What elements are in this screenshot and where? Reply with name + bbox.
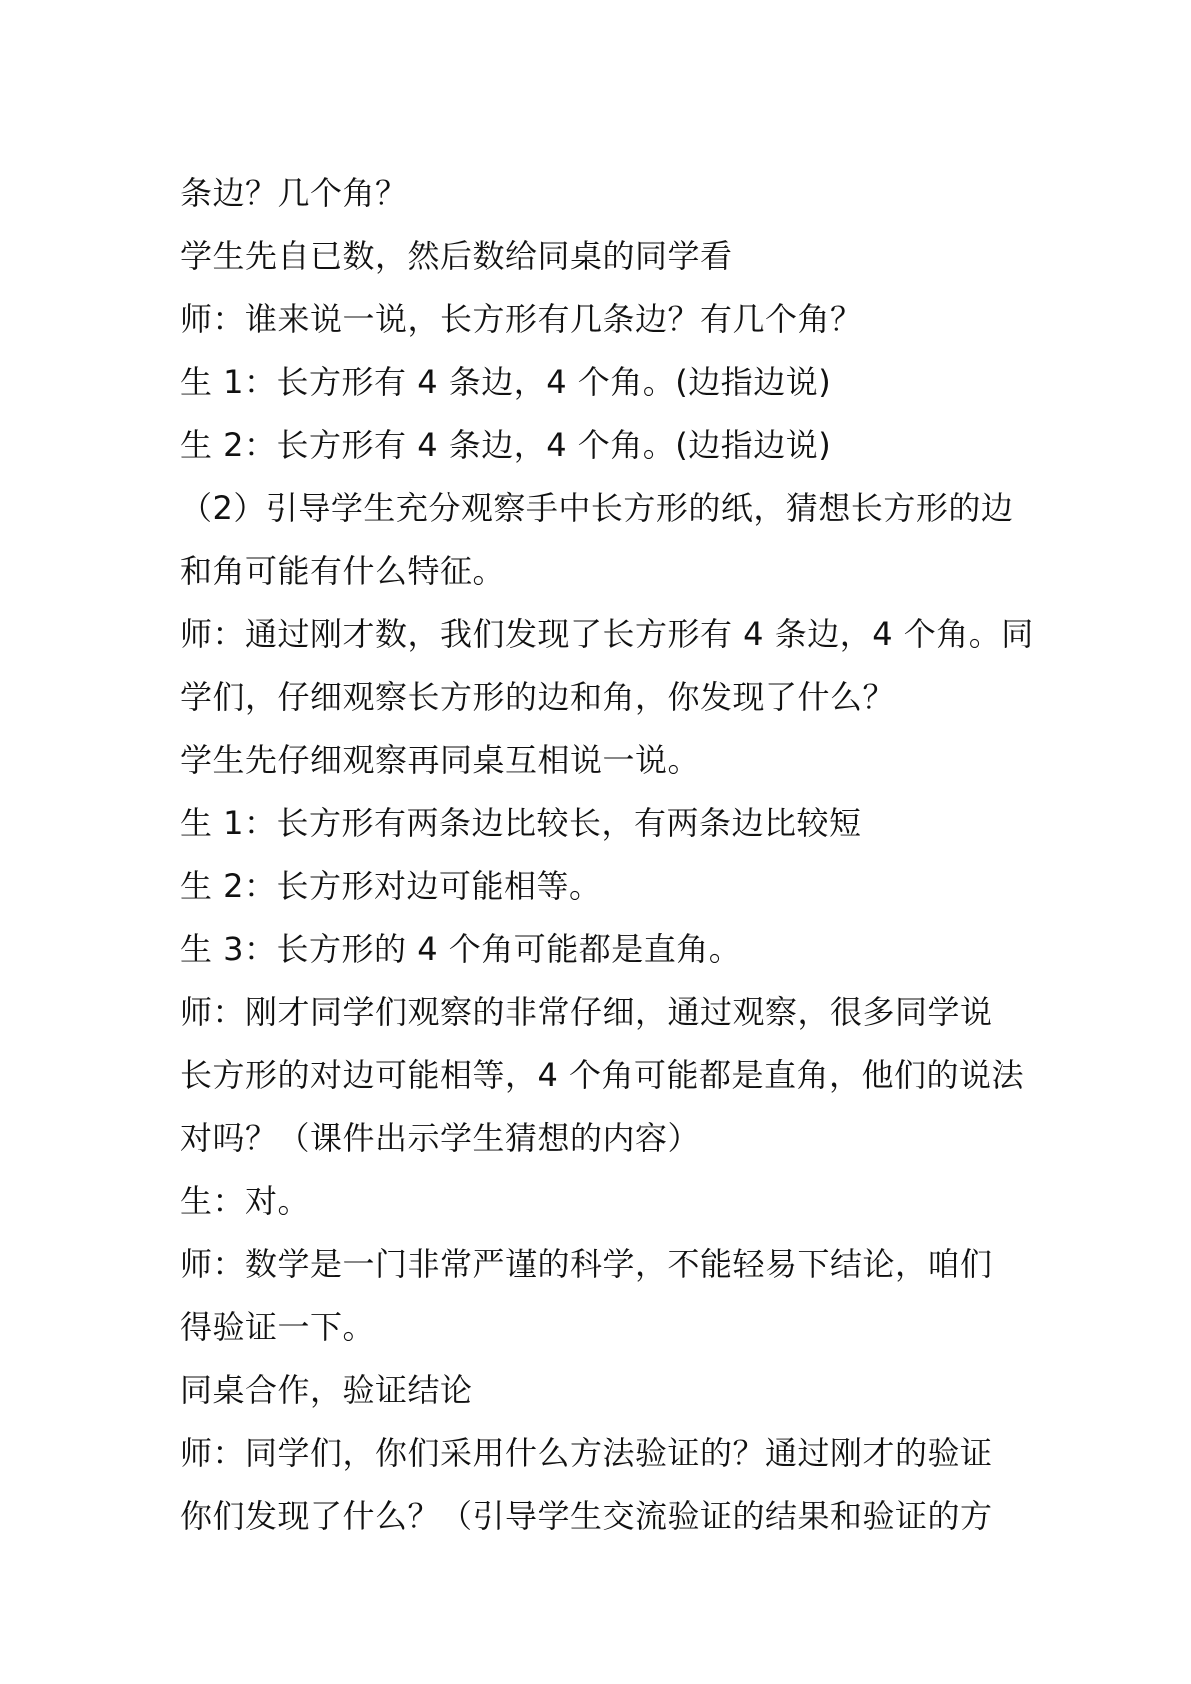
text-line: 师：谁来说一说，长方形有几条边？有几个角？: [180, 300, 863, 338]
text-line: 条边？几个角？: [180, 174, 408, 212]
text-line: 生 2：长方形有 4 条边，4 个角。(边指边说): [180, 426, 832, 464]
text-line: 你们发现了什么？（引导学生交流验证的结果和验证的方: [180, 1497, 993, 1535]
text-line: 生：对。: [180, 1182, 311, 1220]
text-line: 生 1：长方形有两条边比较长，有两条边比较短: [180, 804, 862, 842]
text-line: 对吗？（课件出示学生猜想的内容）: [180, 1119, 701, 1157]
text-line: 学们，仔细观察长方形的边和角，你发现了什么？: [180, 678, 896, 716]
text-line: 生 2：长方形对边可能相等。: [180, 867, 602, 905]
text-line: 师：数学是一门非常严谨的科学，不能轻易下结论，咱们: [180, 1245, 993, 1283]
text-line: 生 3：长方形的 4 个角可能都是直角。: [180, 930, 742, 968]
document-body: [180, 162, 1034, 1548]
text-line: 生 1：长方形有 4 条边，4 个角。(边指边说): [180, 363, 832, 401]
text-line: 学生先仔细观察再同桌互相说一说。: [180, 741, 701, 779]
text-line: （2）引导学生充分观察手中长方形的纸，猜想长方形的边: [180, 489, 1014, 527]
text-line: 师：刚才同学们观察的非常仔细，通过观察，很多同学说: [180, 993, 993, 1031]
text-line: 师：通过刚才数，我们发现了长方形有 4 条边，4 个角。同: [180, 615, 1034, 653]
text-line: 同桌合作，验证结论: [180, 1371, 473, 1409]
text-line: 学生先自已数，然后数给同桌的同学看: [180, 237, 733, 275]
text-line: 师：同学们，你们采用什么方法验证的？通过刚才的验证: [180, 1434, 993, 1472]
text-line: 长方形的对边可能相等，4 个角可能都是直角，他们的说法: [180, 1056, 1025, 1094]
text-line: 得验证一下。: [180, 1308, 376, 1346]
text-line: 和角可能有什么特征。: [180, 552, 506, 590]
